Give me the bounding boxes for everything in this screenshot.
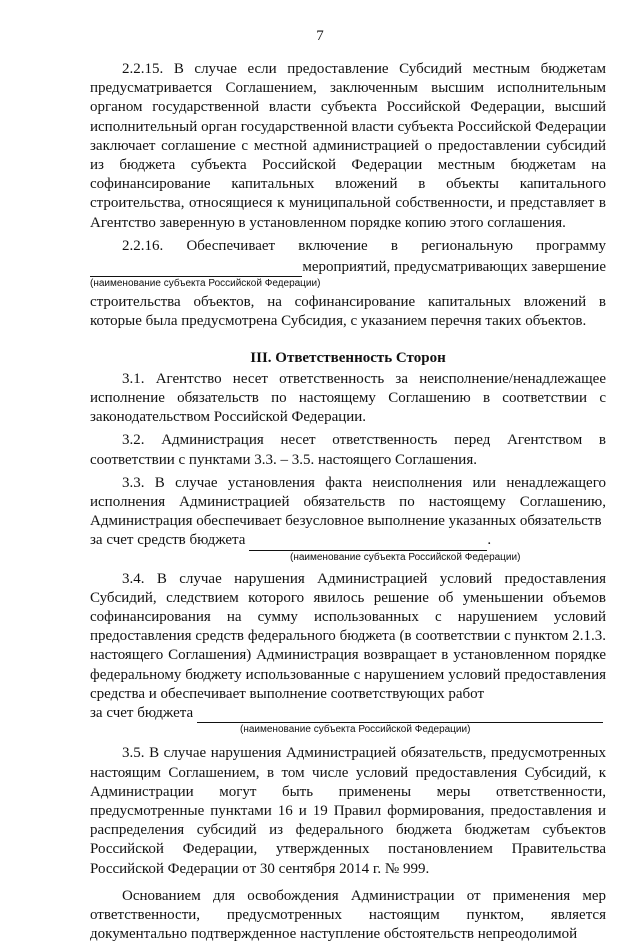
paragraph-basis: Основанием для освобождения Администрации от применения мер ответственности, предусмотренных настоящим пунктом, является документально подтвержденное наступление обстоятельств непреодолимой	[90, 887, 606, 943]
budget-blank-line-3-3	[249, 535, 487, 551]
paragraph-3-3-fill-label: за счет средств бюджета	[90, 532, 246, 549]
subject-caption-3-3: (наименование субъекта Российской Федерации)	[290, 551, 521, 563]
budget-fill-row-3-3	[90, 531, 606, 550]
paragraph-2-2-15: 2.2.15. В случае если предоставление Субсидий местным бюджетам предусматривается Соглашением, заключенным высшим исполнительным органом государственной власти субъекта Российской Федерации, высший исполнительный орган государственной власти субъекта Российской Федерации заключает соглашение с местной администрацией о предоставлении субсидий из бюджета субъекта Российской Федерации местным бюджетам на софинансирование капитальных вложений в объекты капитального строительства, относящиеся к муниципальной собственности, и представляет в Агентство заверенную в установленном порядке копию этого соглашения.	[90, 61, 606, 231]
paragraph-3-3-period: .	[487, 532, 492, 549]
subject-caption: (наименование субъекта Российской Федерации)	[90, 278, 321, 290]
page-number: 7	[316, 28, 324, 44]
section-heading: III. Ответственность Сторон	[250, 349, 446, 366]
budget-fill-row-3-4	[90, 704, 606, 723]
paragraph-2-2-16-end: строительства объектов, на софинансирование капитальных вложений в которые была предусмотрена Субсидия, с указанием перечня таких объектов.	[90, 294, 606, 330]
paragraph-3-4: 3.4. В случае нарушения Администрацией условий предоставления Субсидий, следствием которого явилось решение об уменьшении объемов софинансирования на сумму использованных с нарушением условий предоставления средств федерального бюджета (в соответствии с пунктом 2.1.3. настоящего Соглашения) Администрация возвращает в установленном порядке федеральному бюджету использованные с нарушением условий предоставления средства и обеспечивает выполнение соответствующих работ	[90, 570, 606, 702]
subject-fill-row	[90, 258, 606, 277]
paragraph-3-4-fill-label: за счет бюджета	[90, 705, 194, 722]
subject-caption-3-4: (наименование субъекта Российской Федерации)	[240, 724, 471, 736]
paragraph-3-5: 3.5. В случае нарушения Администрацией обязательств, предусмотренных настоящим Соглашением, в том числе условий предоставления Субсидий, к Администрации могут быть применены меры ответственности, предусмотренные пунктами 16 и 19 Правил формирования, предоставления и распределения субсидий из федерального бюджета бюджетам субъектов Российской Федерации, утвержденных постановлением Правительства Российской Федерации от 30 сентября 2014 г. № 999.	[90, 745, 606, 877]
subject-blank-line	[90, 261, 302, 277]
paragraph-2-2-16-mid: мероприятий, предусматривающих завершение	[302, 259, 606, 276]
paragraph-3-3: 3.3. В случае установления факта неисполнения или ненадлежащего исполнения Администрацией обязательств по настоящему Соглашению, Администрация обеспечивает безусловное выполнение указанных обязательств	[90, 474, 606, 530]
paragraph-2-2-16-start: 2.2.16. Обеспечивает включение в региональную программу	[122, 237, 606, 254]
paragraph-3-1: 3.1. Агентство несет ответственность за неисполнение/ненадлежащее исполнение обязательств по настоящему Соглашению в соответствии с законодательством Российской Федерации.	[90, 370, 606, 426]
budget-blank-line-3-4	[197, 707, 603, 723]
document-body	[90, 60, 606, 944]
paragraph-3-2: 3.2. Администрация несет ответственность перед Агентством в соответствии с пунктами 3.3. – 3.5. настоящего Соглашения.	[90, 432, 606, 468]
